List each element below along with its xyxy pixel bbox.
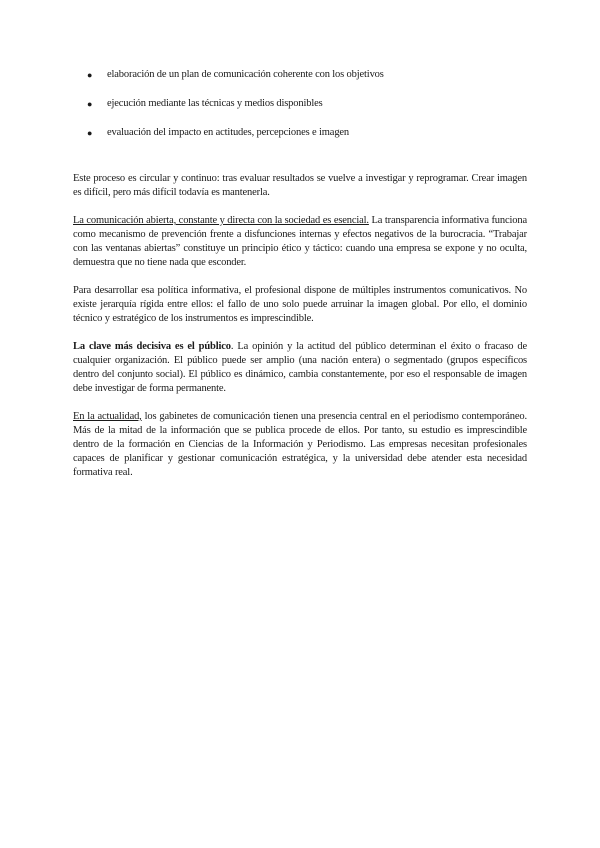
paragraph-lead-underlined: La comunicación abierta, constante y directa con la sociedad es esencial. (73, 215, 369, 226)
paragraph-process: Este proceso es circular y continuo: tras evaluar resultados se vuelve a investigar y reprogramar. Crear imagen es difícil, pero más difícil todavía es mantenerla. (73, 173, 527, 198)
paragraph-transparency (73, 214, 527, 270)
list-item-text: ejecución mediante las técnicas y medios disponibles (107, 98, 323, 109)
body-text (73, 172, 527, 494)
list-item (87, 126, 527, 140)
bullet-list (87, 68, 527, 155)
bullet-icon: ● (87, 99, 93, 109)
paragraph-today (73, 410, 527, 480)
list-item-text: elaboración de un plan de comunicación coherente con los objetivos (107, 69, 384, 80)
paragraph-instruments: Para desarrollar esa política informativa, el profesional dispone de múltiples instrumentos comunicativos. No existe jerarquía rígida entre ellos: el fallo de uno solo puede arruinar la imagen global. Por ello, el dominio técnico y estratégico de los instrumentos es imprescindible. (73, 285, 527, 324)
list-item (87, 97, 527, 111)
bullet-icon: ● (87, 128, 93, 138)
list-item-text: evaluación del impacto en actitudes, percepciones e imagen (107, 127, 350, 138)
paragraph-lead-underlined: En la actualidad, (73, 411, 142, 422)
paragraph-body: . La opinión y la actitud del público determinan el éxito o fracaso de cualquier organización. El público puede ser amplio (una nación entera) o segmentado (grupos específicos dentro del conjunto social). El público es dinámico, cambia constantemente, por eso el responsable de imagen debe investigar de forma permanente. (73, 341, 527, 394)
paragraph-lead-bold: La clave más decisiva es el público (73, 341, 231, 352)
paragraph-body: los gabinetes de comunicación tienen una presencia central en el periodismo contemporáneo. Más de la mitad de la información que se publica procede de ellos. Por tanto, su estudio es imprescindible dentro de la formación en Ciencias de la Información y Periodismo. Las empresas necesitan profesionales capaces de planificar y gestionar comunicación estratégica, y la universidad debe atender esta necesidad formativa real. (73, 411, 527, 478)
bullet-icon: ● (87, 70, 93, 80)
list-item (87, 68, 527, 82)
paragraph-body: La transparencia informativa funciona como mecanismo de prevención frente a disfunciones internas y efectos negativos de la burocracia. “Trabajar con las ventanas abiertas” constituye un principio ético y táctico: cuando una empresa se expone y no oculta, demuestra que no tiene nada que esconder. (73, 215, 527, 268)
paragraph-public (73, 340, 527, 396)
